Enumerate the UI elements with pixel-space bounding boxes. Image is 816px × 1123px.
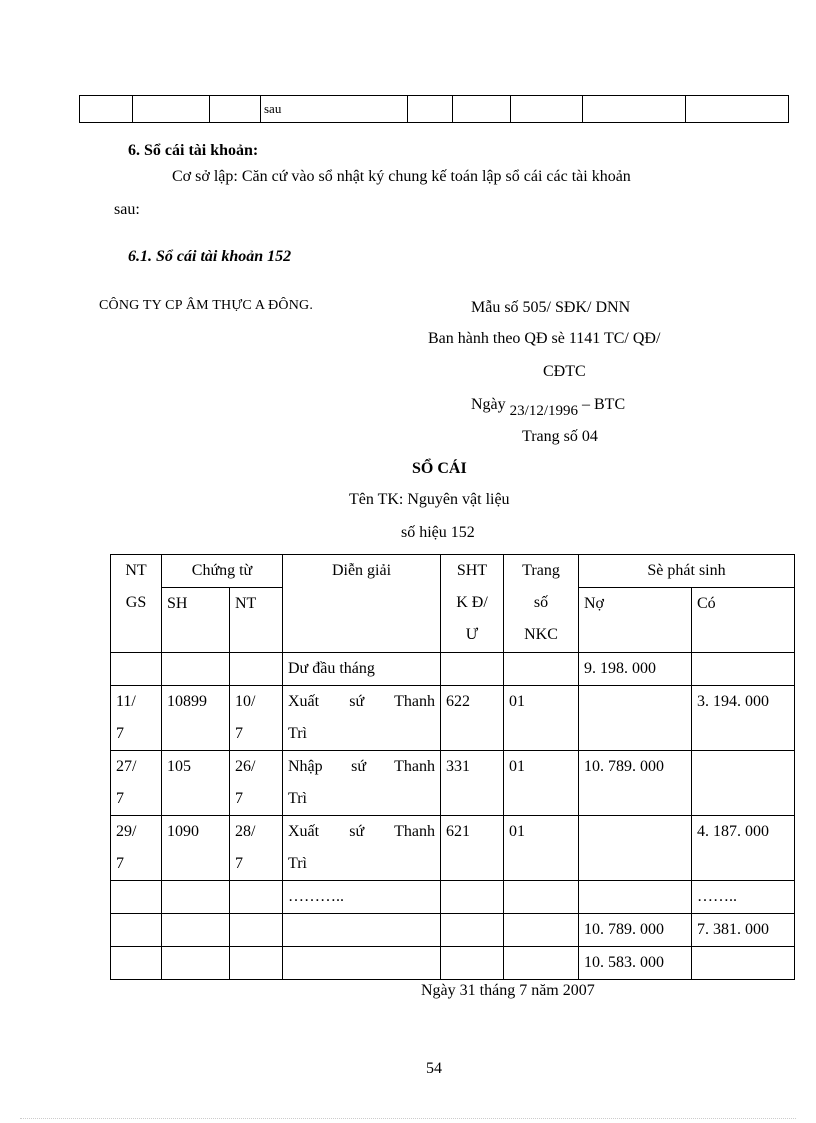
table-cell <box>453 96 511 123</box>
issue-date-line <box>471 396 626 419</box>
cell-ntgs <box>111 686 162 751</box>
cell-co: 7. 381. 000 <box>692 914 795 947</box>
cell-desc <box>283 686 441 751</box>
header-trang-line2: số <box>533 594 549 611</box>
cell-no: 10. 583. 000 <box>579 947 692 980</box>
cell-co <box>692 947 795 980</box>
cell-no: 10. 789. 000 <box>579 751 692 816</box>
header-shtk <box>441 555 504 653</box>
cell-shtk: 331 <box>441 751 504 816</box>
header-ntgs-line2: GS <box>125 594 147 611</box>
cell-nt <box>230 881 283 914</box>
cell-desc <box>283 751 441 816</box>
cell-no <box>579 686 692 751</box>
cell-trang: 01 <box>504 686 579 751</box>
cell-sh: 10899 <box>162 686 230 751</box>
cell-desc <box>283 816 441 881</box>
cell-co: 3. 194. 000 <box>692 686 795 751</box>
cell-desc-line: Xuất sứ Thanh <box>288 693 435 710</box>
account-number: số hiệu 152 <box>401 524 475 541</box>
cell-ntgs <box>111 816 162 881</box>
table-row <box>111 653 795 686</box>
cell-trang: 01 <box>504 751 579 816</box>
cell-nt <box>230 653 283 686</box>
cell-sh <box>162 947 230 980</box>
cell-ntgs <box>111 914 162 947</box>
cell-desc <box>283 881 441 914</box>
cell-desc-line: Nhập sứ Thanh <box>288 758 435 775</box>
cell-trang <box>504 914 579 947</box>
cell-ntgs-line: 7 <box>116 855 124 872</box>
footer-date: Ngày 31 tháng 7 năm 2007 <box>421 982 595 999</box>
cell-nt <box>230 914 283 947</box>
cell-no: 9. 198. 000 <box>579 653 692 686</box>
header-shtk-line2: K Đ/ <box>456 594 488 611</box>
table-row <box>111 816 795 881</box>
header-co: Có <box>692 588 795 653</box>
table-cell <box>583 96 686 123</box>
subsection-title: 6.1. Sổ cái tài khoản 152 <box>128 248 292 265</box>
cell-desc-line: Trì <box>288 725 307 742</box>
cell-nt-line: 28/ <box>235 823 256 840</box>
header-no: Nợ <box>579 588 692 653</box>
cell-sh: 105 <box>162 751 230 816</box>
page-number: 54 <box>426 1060 442 1077</box>
cell-nt-line: 10/ <box>235 693 256 710</box>
cell-co: …….. <box>692 881 795 914</box>
header-shtk-line3: Ư <box>465 626 479 643</box>
cell-co <box>692 751 795 816</box>
date-prefix: Ngày <box>471 396 506 413</box>
cell-nt-line: 7 <box>235 790 243 807</box>
cell-ntgs-line: 7 <box>116 725 124 742</box>
header-dien-giai: Diễn giải <box>283 555 441 653</box>
header-trang-line1: Trang <box>522 562 560 579</box>
cell-desc-line: Dư đầu tháng <box>288 660 375 677</box>
ledger-table <box>110 554 795 980</box>
cell-ntgs-line: 7 <box>116 790 124 807</box>
cell-shtk <box>441 653 504 686</box>
date-suffix: – BTC <box>582 396 626 413</box>
section-title: 6. Sổ cái tài khoản: <box>128 142 259 159</box>
cell-desc <box>283 914 441 947</box>
header-so-phat-sinh: Sè phát sinh <box>579 555 795 588</box>
cell-desc <box>283 653 441 686</box>
cell-trang <box>504 947 579 980</box>
cell-ntgs-line: 29/ <box>116 823 137 840</box>
table-cell <box>511 96 583 123</box>
issued-by: Ban hành theo QĐ sè 1141 TC/ QĐ/ <box>428 330 661 347</box>
cell-nt <box>230 686 283 751</box>
cell-shtk <box>441 914 504 947</box>
cell-ntgs <box>111 947 162 980</box>
cell-trang: 01 <box>504 816 579 881</box>
cell-ntgs-line: 11/ <box>116 693 136 710</box>
header-chung-tu: Chứng từ <box>162 555 283 588</box>
section-text-line2: sau: <box>114 201 140 218</box>
table-cell: sau <box>261 96 408 123</box>
cell-no: 10. 789. 000 <box>579 914 692 947</box>
cell-shtk: 621 <box>441 816 504 881</box>
cell-ntgs-line: 27/ <box>116 758 137 775</box>
cell-nt <box>230 947 283 980</box>
cell-ntgs <box>111 653 162 686</box>
header-ntgs <box>111 555 162 653</box>
cell-desc-line: ……….. <box>288 888 344 905</box>
table-row <box>111 914 795 947</box>
table-row <box>111 947 795 980</box>
issued-by-cont: CĐTC <box>543 363 586 380</box>
cell-trang <box>504 881 579 914</box>
cell-shtk <box>441 881 504 914</box>
account-name: Tên TK: Nguyên vật liệu <box>349 491 510 508</box>
cell-co <box>692 653 795 686</box>
header-shtk-line1: SHT <box>456 562 488 579</box>
date-value: 23/12/1996 <box>509 403 578 419</box>
cell-nt-line: 7 <box>235 725 243 742</box>
cell-ntgs <box>111 881 162 914</box>
page-edge-divider <box>20 1118 796 1119</box>
cell-desc-line: Trì <box>288 855 307 872</box>
cell-no <box>579 816 692 881</box>
cell-sh <box>162 653 230 686</box>
cell-trang <box>504 653 579 686</box>
cell-shtk <box>441 947 504 980</box>
table-cell <box>133 96 210 123</box>
table-row <box>111 881 795 914</box>
cell-nt <box>230 751 283 816</box>
cell-desc-line: Xuất sứ Thanh <box>288 823 435 840</box>
header-row <box>111 555 795 588</box>
cell-sh <box>162 914 230 947</box>
cell-sh: 1090 <box>162 816 230 881</box>
table-cell <box>80 96 133 123</box>
header-trang <box>504 555 579 653</box>
table-cell <box>210 96 261 123</box>
table-cell <box>408 96 453 123</box>
form-number: Mẫu số 505/ SĐK/ DNN <box>471 299 631 316</box>
table-row <box>111 751 795 816</box>
cell-co: 4. 187. 000 <box>692 816 795 881</box>
table-cell <box>686 96 789 123</box>
header-trang-line3: NKC <box>524 626 558 643</box>
page-reference: Trang số 04 <box>522 428 598 445</box>
section-text-line1: Cơ sở lập: Căn cứ vào sổ nhật ký chung kế toán lập sổ cái các tài khoản <box>172 168 631 185</box>
cell-desc <box>283 947 441 980</box>
cell-desc-line: Trì <box>288 790 307 807</box>
header-sh: SH <box>162 588 230 653</box>
cell-sh <box>162 881 230 914</box>
cell-nt-line: 7 <box>235 855 243 872</box>
cell-nt <box>230 816 283 881</box>
header-ntgs-line1: NT <box>125 562 147 579</box>
ledger-title: SỔ CÁI <box>412 460 467 477</box>
cell-ntgs <box>111 751 162 816</box>
company-name: CÔNG TY CP ÂM THỰC A ĐÔNG. <box>99 298 314 313</box>
table-row <box>80 96 789 123</box>
previous-table-fragment <box>79 95 789 123</box>
table-row <box>111 686 795 751</box>
cell-shtk: 622 <box>441 686 504 751</box>
cell-no <box>579 881 692 914</box>
cell-nt-line: 26/ <box>235 758 256 775</box>
header-nt: NT <box>230 588 283 653</box>
